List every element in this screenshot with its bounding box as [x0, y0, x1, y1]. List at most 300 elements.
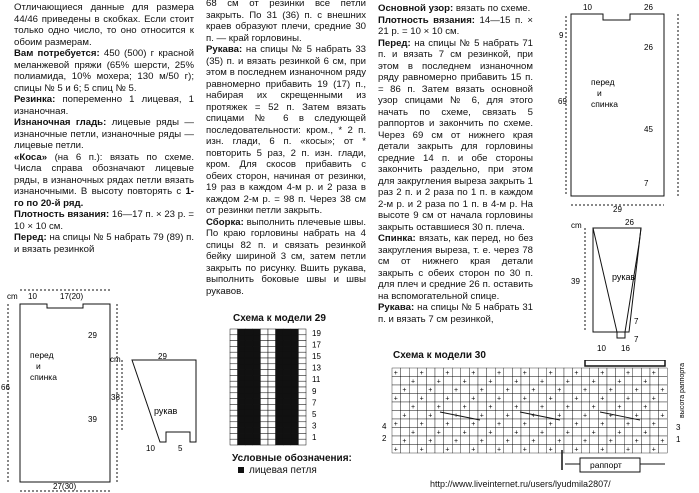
- schema-30-cell: [538, 411, 547, 420]
- schema-30-knit-mark: +: [497, 395, 502, 403]
- schema-30-cell: [607, 368, 616, 377]
- schema-29-cell: [253, 358, 261, 364]
- schema-30-cell: [478, 394, 487, 403]
- schema-29-cell: [291, 422, 299, 428]
- schema-30-cell: [392, 411, 401, 420]
- schema-29-cell: [268, 404, 276, 410]
- schema-30-cell: [641, 368, 650, 377]
- schema-30-cell: [641, 394, 650, 403]
- schema-29-cell: [276, 399, 284, 405]
- schema-30-cell: [435, 385, 444, 394]
- schema-30-cell: [487, 445, 496, 454]
- part-label: перед и спинка: [30, 350, 57, 382]
- schema-29-cell: [291, 329, 299, 335]
- schema-29-cell: [238, 381, 246, 387]
- schema-30-cell: [512, 419, 521, 428]
- schema-30-cell: [650, 436, 659, 445]
- schema-29-cell: [291, 364, 299, 370]
- schema-30-knit-mark: +: [583, 412, 588, 420]
- schema-29-cell: [260, 387, 268, 393]
- schema-30-cell: [435, 368, 444, 377]
- schema-30-cell: [598, 377, 607, 386]
- schema-29-row-number: 15: [312, 352, 321, 361]
- schema-30-cell: [573, 436, 582, 445]
- schema-29-cell: [230, 346, 238, 352]
- cable-paragraph: [14, 152, 194, 210]
- schema-29-cell: [260, 416, 268, 422]
- schema-29-cell: [268, 346, 276, 352]
- front-text: на спицы № 5 набрать 79 (89) п. и вязать резинкой: [14, 232, 195, 255]
- col2-intro: 68 см от резинки все петли закрыть. По 31 (36) п. с внешних краев образуют плечи, средние 30 п. — край горловины.: [206, 0, 366, 44]
- schema-30-knit-mark: +: [471, 370, 476, 377]
- schema-29-cell: [268, 358, 276, 364]
- schema-29-cell: [253, 422, 261, 428]
- schema-29-cell: [268, 364, 276, 370]
- schema-29-cell: [283, 387, 291, 393]
- schema-29-cell: [260, 375, 268, 381]
- schema-30-knit-mark: +: [514, 429, 519, 437]
- schema-30-knit-mark: +: [557, 412, 562, 420]
- schema-30-cell: [444, 402, 453, 411]
- schema-30-cell: [409, 419, 418, 428]
- schema-29-cell: [253, 341, 261, 347]
- schema-30-cell: [469, 436, 478, 445]
- schema-30-knit-mark: +: [454, 438, 459, 445]
- schema-30-knit-mark: +: [574, 370, 579, 377]
- schema-30-cell: [616, 411, 625, 420]
- schema-30-knit-mark: +: [643, 378, 648, 386]
- schema-29-cell: [291, 387, 299, 393]
- schema-29-cell: [238, 375, 246, 381]
- schema-30-cell: [581, 402, 590, 411]
- schema-30-cell: [616, 368, 625, 377]
- schema-29-cell: [253, 352, 261, 358]
- bottom-dim-2: 16: [621, 344, 630, 353]
- schema-30-cell: [598, 411, 607, 420]
- schema-30-cell: [607, 419, 616, 428]
- cable-label: «Коса»: [14, 151, 48, 163]
- row-label-3: 3: [676, 423, 681, 432]
- schema-30-cell: [538, 445, 547, 454]
- column-1-text: [14, 2, 194, 255]
- schema-30-cell: [521, 402, 530, 411]
- schema-29-cell: [276, 358, 284, 364]
- schema-30-cell: [564, 419, 573, 428]
- schema-29-row-number: 5: [312, 410, 317, 419]
- schema-30-knit-mark: +: [617, 404, 622, 411]
- schema-29-cell: [238, 404, 246, 410]
- schema-30-knit-mark: +: [574, 395, 579, 403]
- schema-30-cell: [659, 394, 668, 403]
- schema-30-knit-mark: +: [428, 387, 433, 394]
- schema-30-cell: [469, 385, 478, 394]
- schema-30-cell: [418, 377, 427, 386]
- schema-30-cell: [409, 445, 418, 454]
- schema-30-cell: [607, 394, 616, 403]
- schema-29-grid: [230, 329, 321, 445]
- schema-29-cell: [230, 393, 238, 399]
- schema-29-cell: [268, 381, 276, 387]
- schema-30-knit-mark: +: [419, 395, 424, 403]
- schema-30-cell: [633, 368, 642, 377]
- schema-29-cell: [283, 416, 291, 422]
- schema-30-cell: [487, 394, 496, 403]
- schema-29-cell: [245, 335, 253, 341]
- schema-29-cell: [298, 416, 306, 422]
- schema-30-knit-mark: +: [608, 412, 613, 420]
- schema-29-cell: [253, 387, 261, 393]
- legend-item-label: лицевая петля: [249, 465, 317, 476]
- col3-density-paragraph: [378, 15, 533, 38]
- schema-30-knit-mark: +: [540, 404, 545, 411]
- schema-30-cell: [650, 402, 659, 411]
- schema-29-cell: [238, 433, 246, 439]
- legend-item: [238, 465, 317, 476]
- top-dim-2: 17(20): [60, 292, 84, 301]
- schema-30-cell: [530, 445, 539, 454]
- schema-30-knit-mark: +: [471, 421, 476, 428]
- schema-30-cell: [607, 428, 616, 437]
- schema-30-knit-mark: +: [548, 370, 553, 377]
- schema-29-row-number: 11: [312, 375, 321, 385]
- top-dim-1: 10: [583, 3, 592, 12]
- assembly-paragraph: [206, 217, 366, 298]
- schema-30-cell: [641, 445, 650, 454]
- schema-30-knit-mark: +: [522, 395, 527, 403]
- schema-30-knit-mark: +: [522, 370, 527, 377]
- schema-29-cell: [245, 346, 253, 352]
- schema-30-cell: [633, 428, 642, 437]
- schema-29-cell: [298, 433, 306, 439]
- schema-29-cell: [260, 422, 268, 428]
- schema-30-cell: [461, 385, 470, 394]
- schema-30-knit-mark: +: [651, 395, 656, 403]
- schema-30-cell: [581, 368, 590, 377]
- schema-30-knit-mark: +: [393, 395, 398, 403]
- schema-29-row-number: 13: [312, 363, 321, 373]
- schema-30-cell: [461, 436, 470, 445]
- schema-29-cell: [276, 335, 284, 341]
- density-label: Плотность вязания:: [14, 209, 110, 220]
- schema-30-knit-mark: +: [651, 370, 656, 377]
- schema-29-cell: [260, 358, 268, 364]
- schema-30-cell: [521, 436, 530, 445]
- schema-30-cell: [564, 368, 573, 377]
- schema-30-knit-mark: +: [419, 446, 424, 454]
- schema-29-cell: [276, 364, 284, 370]
- rapport-label: раппорт: [590, 460, 622, 470]
- schema-30-cell: [555, 377, 564, 386]
- schema-29-cell: [260, 352, 268, 358]
- schema-30-cell: [547, 436, 556, 445]
- schema-30-cell: [590, 419, 599, 428]
- schema-29-row-number: 3: [312, 421, 317, 431]
- schema-30-knit-mark: +: [505, 387, 510, 394]
- schema-29-cell: [260, 335, 268, 341]
- schema-30-cell: [392, 385, 401, 394]
- schema-29-cell: [238, 387, 246, 393]
- schema-30-knit-mark: +: [454, 387, 459, 394]
- schema-29-cell: [238, 335, 246, 341]
- schema-30-cell: [504, 394, 513, 403]
- schema-29-cell: [291, 404, 299, 410]
- schema-30-cell: [633, 377, 642, 386]
- schema-30-knit-mark: +: [479, 412, 484, 420]
- schema-30-grid: [392, 368, 667, 454]
- schema-30-knit-mark: +: [393, 421, 398, 428]
- schema-30-knit-mark: +: [505, 412, 510, 420]
- schema-29-cell: [291, 352, 299, 358]
- schema-29-cell: [230, 341, 238, 347]
- schema-29-cell: [238, 364, 246, 370]
- intro-paragraph: Отличающиеся данные для размера 44/46 приведены в скобках. Если стоит только одно число, то оно относится к обоим размерам.: [14, 2, 194, 48]
- schema-30-knit-mark: +: [608, 438, 613, 445]
- schema-29-cell: [283, 329, 291, 335]
- schema-29-cell: [268, 335, 276, 341]
- bottom-dim-2: 5: [178, 444, 183, 452]
- schema-29-cell: [253, 370, 261, 376]
- schema-29-cell: [283, 364, 291, 370]
- source-url[interactable]: http://www.liveinternet.ru/users/lyudmila2807/: [430, 479, 611, 489]
- schema-30-knit-mark: +: [419, 370, 424, 377]
- schema-29-cell: [238, 358, 246, 364]
- schema-29-cell: [298, 393, 306, 399]
- schema-30-cell: [581, 394, 590, 403]
- schema-29-cell: [276, 370, 284, 376]
- schema-30-cell: [521, 377, 530, 386]
- assembly-label: Сборка:: [206, 216, 244, 228]
- density-text: 16—17 п. × 23 р. = 10 × 10 см.: [14, 209, 194, 232]
- schema-29-cell: [245, 375, 253, 381]
- schema-29-cell: [268, 352, 276, 358]
- schema-29-cell: [298, 375, 306, 381]
- top-dim: 29: [158, 352, 167, 361]
- sleeve-pattern-diagram: [108, 352, 203, 452]
- schema-30-cell: [452, 402, 461, 411]
- schema-30-knit-mark: +: [497, 370, 502, 377]
- front-label: Перед:: [14, 232, 47, 243]
- schema-29-cell: [276, 410, 284, 416]
- schema-30-cell: [521, 411, 530, 420]
- schema-30-cell: [392, 428, 401, 437]
- schema-29-cell: [230, 399, 238, 405]
- schema-30-cell: [564, 394, 573, 403]
- schema-30-cell: [504, 419, 513, 428]
- front-back-pattern-diagram-30: [541, 0, 699, 215]
- schema-30-cell: [435, 436, 444, 445]
- schema-29-cell: [260, 329, 268, 335]
- schema-29-cell: [245, 393, 253, 399]
- schema-30-cell: [426, 428, 435, 437]
- schema-29-chart: [228, 327, 328, 447]
- schema-29-cell: [230, 381, 238, 387]
- schema-30-cell: [530, 402, 539, 411]
- schema-30-knit-mark: +: [600, 370, 605, 377]
- schema-29-cell: [260, 433, 268, 439]
- left-dim: 38: [111, 393, 120, 402]
- schema-29-cell: [245, 422, 253, 428]
- col3-front-text: на спицы № 5 набрать 71 п. и вязать 7 см резинкой, при этом в последнем изнаночном ряду равномерно прибавить 15 п. = 86 п. Затем вязать основной узор спицами № 6, для этого начать по схеме, связать 5 раппортов и закончить по схеме. Через 69 см от нижнего края детали закрыть для горловины средние 14 п. и обе стороны закончить раздельно, при этом для закругления выреза закрыть 1 раз 2 п. и 2 раза по 1 п. в каждом 2-м р. и 2 раза по 1 п. в 4-м р. На высоте 9 см от начала горловины закрыть оставшиеся 30 п. плеча.: [378, 37, 534, 233]
- right-dim-3: 45: [644, 125, 653, 134]
- schema-30-knit-mark: +: [488, 404, 493, 411]
- schema-29-cell: [253, 439, 261, 445]
- schema-30-cell: [573, 385, 582, 394]
- schema-30-cell: [452, 377, 461, 386]
- schema-30-cell: [641, 411, 650, 420]
- col3-front-paragraph: [378, 38, 533, 234]
- schema-29-cell: [276, 352, 284, 358]
- schema-29-cell: [245, 364, 253, 370]
- schema-30-cell: [659, 428, 668, 437]
- schema-29-cell: [253, 346, 261, 352]
- schema-29-cell: [298, 329, 306, 335]
- schema-30-cell: [392, 402, 401, 411]
- schema-30-cell: [573, 411, 582, 420]
- schema-30-knit-mark: +: [402, 438, 407, 445]
- schema-30-cell: [659, 377, 668, 386]
- schema-29-cell: [238, 352, 246, 358]
- schema-30-cell: [590, 368, 599, 377]
- schema-30-cell: [659, 402, 668, 411]
- col3-sleeve-label: Рукава:: [378, 302, 415, 313]
- top-dim-1: 10: [28, 292, 37, 301]
- schema-29-cell: [291, 381, 299, 387]
- schema-30-knit-mark: +: [634, 412, 639, 420]
- schema-29-cell: [230, 352, 238, 358]
- schema-29-cell: [291, 335, 299, 341]
- schema-29-cell: [298, 358, 306, 364]
- back-text: вязать, как перед, но без закругления выреза, т. е. через 78 см от нижнего края детали закрыть с обеих сторон по 30 п. для плеч и средние 26 п. оставить на вспомогательной спице.: [378, 233, 534, 302]
- schema-30-knit-mark: +: [591, 429, 596, 437]
- schema-30-knit-mark: +: [634, 438, 639, 445]
- schema-29-cell: [283, 433, 291, 439]
- schema-29-cell: [283, 381, 291, 387]
- schema-30-knit-mark: +: [514, 404, 519, 411]
- schema-30-cell: [598, 402, 607, 411]
- schema-30-cell: [504, 445, 513, 454]
- schema-30-knit-mark: +: [445, 446, 450, 454]
- schema-30-cell: [495, 428, 504, 437]
- schema-30-cell: [641, 436, 650, 445]
- schema-30-cell: [409, 436, 418, 445]
- schema-30-knit-mark: +: [505, 438, 510, 445]
- schema-30-cell: [461, 445, 470, 454]
- schema-30-cell: [616, 436, 625, 445]
- schema-29-cell: [253, 433, 261, 439]
- schema-30-cell: [547, 402, 556, 411]
- schema-30-cell: [530, 419, 539, 428]
- schema-30-knit-mark: +: [651, 446, 656, 454]
- schema-29-cell: [230, 410, 238, 416]
- schema-30-cell: [469, 377, 478, 386]
- schema-29-cell: [291, 358, 299, 364]
- col3-density-label: Плотность вязания:: [378, 14, 476, 26]
- schema-29-cell: [268, 375, 276, 381]
- schema-30-cell: [573, 402, 582, 411]
- schema-29-cell: [253, 364, 261, 370]
- bottom-dim: 27(30): [53, 482, 77, 491]
- schema-29-cell: [260, 404, 268, 410]
- schema-30-cell: [538, 368, 547, 377]
- schema-30-cell: [418, 402, 427, 411]
- schema-30-knit-mark: +: [428, 438, 433, 445]
- schema-30-knit-mark: +: [462, 378, 467, 386]
- left-dim: 69: [558, 97, 567, 106]
- schema-30-cell: [530, 394, 539, 403]
- schema-29-cell: [276, 416, 284, 422]
- schema-30-knit-mark: +: [531, 412, 536, 420]
- schema-30-knit-mark: +: [393, 370, 398, 377]
- left-dim: 66: [1, 383, 10, 392]
- schema-30-cell: [633, 402, 642, 411]
- schema-30-cell: [624, 385, 633, 394]
- schema-29-cell: [291, 341, 299, 347]
- schema-29-row-number: 19: [312, 328, 321, 338]
- schema-30-cell: [426, 394, 435, 403]
- schema-29-cell: [298, 335, 306, 341]
- schema-29-cell: [283, 375, 291, 381]
- column-3-text: [378, 3, 533, 325]
- schema-30-cell: [512, 385, 521, 394]
- schema-29-cell: [276, 439, 284, 445]
- back-label: Спинка:: [378, 233, 416, 244]
- schema-29-cell: [238, 341, 246, 347]
- schema-29-cell: [253, 335, 261, 341]
- schema-29-cell: [238, 410, 246, 416]
- schema-30-knit-mark: +: [617, 429, 622, 437]
- row-label-4: 4: [382, 422, 387, 431]
- schema-29-cell: [298, 341, 306, 347]
- schema-30-knit-mark: +: [514, 378, 519, 386]
- purl-paragraph: [14, 117, 194, 152]
- schema-30-cell: [530, 377, 539, 386]
- yarn-paragraph: [14, 48, 194, 94]
- schema-29-cell: [238, 393, 246, 399]
- schema-29-cell: [245, 416, 253, 422]
- schema-29-cell: [268, 410, 276, 416]
- schema-30-cell: [581, 419, 590, 428]
- schema-29-cell: [291, 393, 299, 399]
- schema-30-title: Схема к модели 30: [393, 350, 486, 361]
- schema-30-knit-mark: +: [600, 446, 605, 454]
- right-dim-1: 7: [634, 317, 639, 326]
- left-dim: 39: [571, 277, 580, 286]
- schema-30-cell: [401, 419, 410, 428]
- schema-29-cell: [291, 375, 299, 381]
- schema-30-cell: [641, 419, 650, 428]
- row-label-2: 2: [382, 434, 387, 443]
- schema-29-cell: [245, 428, 253, 434]
- schema-29-cell: [260, 393, 268, 399]
- schema-30-cell: [444, 411, 453, 420]
- schema-29-cell: [230, 364, 238, 370]
- schema-29-cell: [238, 428, 246, 434]
- schema-30-cell: [659, 368, 668, 377]
- schema-29-cell: [283, 358, 291, 364]
- schema-29-cell: [245, 352, 253, 358]
- schema-30-knit-mark: +: [419, 421, 424, 428]
- yarn-text: 450 (500) г красной меланжевой пряжи (65% шерсти, 25% полиамида, 10% мохера; 130 м/50 г); спицы № 5 и 6; 5 спиц № 5.: [14, 48, 194, 94]
- schema-30-cell: [461, 394, 470, 403]
- schema-30-cell: [401, 428, 410, 437]
- schema-30-cell: [409, 394, 418, 403]
- part-label: рукав: [612, 272, 636, 282]
- yarn-label: Вам потребуется:: [14, 48, 100, 59]
- right-dim-1: 29: [88, 331, 97, 340]
- schema-30-knit-mark: +: [411, 404, 416, 411]
- schema-29-cell: [230, 433, 238, 439]
- schema-30-cell: [624, 436, 633, 445]
